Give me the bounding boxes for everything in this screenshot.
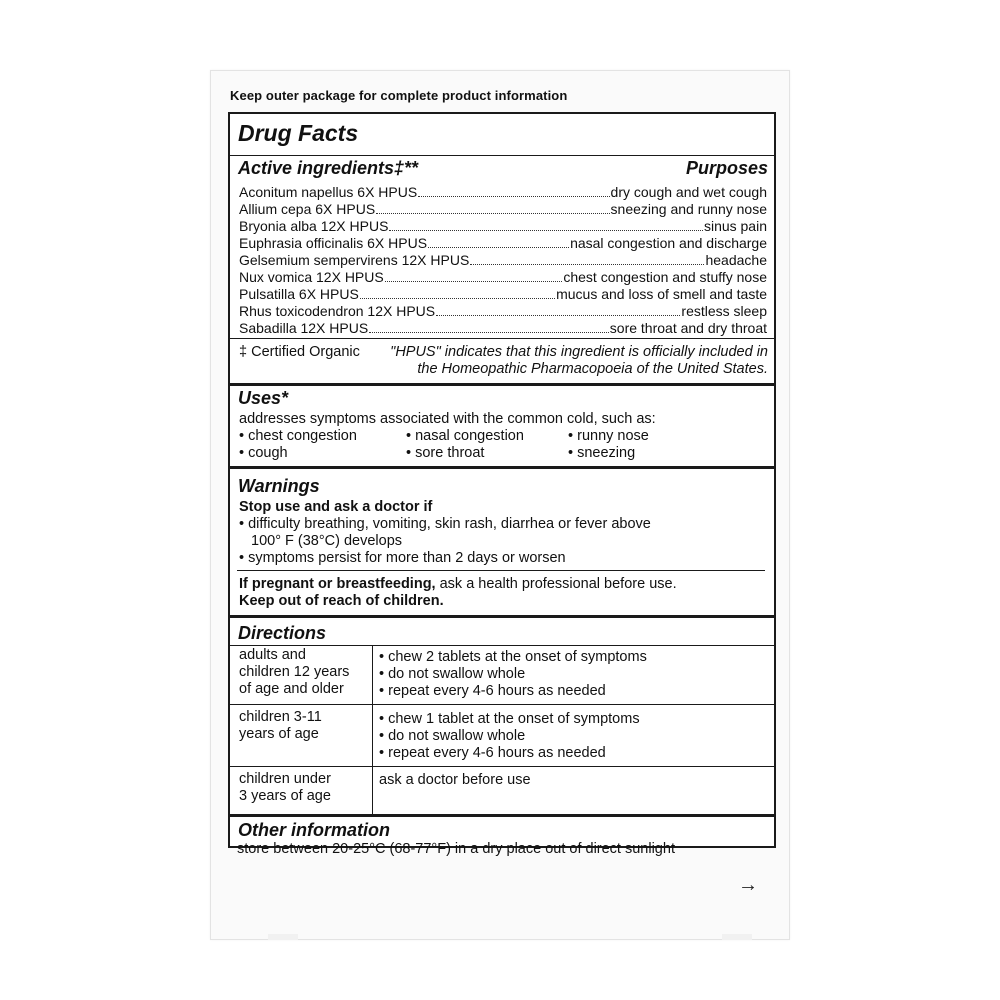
directions-what: • do not swallow whole: [379, 728, 525, 744]
drug-facts-title: Drug Facts: [238, 120, 359, 146]
section-divider: [230, 383, 774, 386]
pregnancy-warning-text: ask a health professional before use.: [435, 576, 677, 592]
ingredient-name: Nux vomica 12X HPUS: [239, 269, 384, 285]
warning-item: • difficulty breathing, vomiting, skin rash, diarrhea or fever above: [239, 516, 651, 532]
active-ingredients-heading: Active ingredients‡**: [238, 158, 419, 178]
pregnancy-warning-bold: If pregnant or breastfeeding,: [239, 576, 436, 592]
ingredient-name: Pulsatilla 6X HPUS: [239, 286, 359, 302]
ingredient-row: [239, 303, 767, 320]
warnings-heading: Warnings: [238, 476, 320, 496]
leader-dots: [418, 196, 609, 197]
directions-what: • repeat every 4-6 hours as needed: [379, 683, 606, 699]
ingredient-name: Rhus toxicodendron 12X HPUS: [239, 303, 436, 319]
directions-column-divider: [372, 645, 373, 814]
directions-what: ask a doctor before use: [379, 772, 531, 788]
ingredient-row: [239, 201, 767, 218]
divider: [230, 766, 774, 767]
pregnancy-warning: [239, 576, 677, 592]
drug-facts-panel: [228, 112, 776, 848]
ingredient-purpose: headache: [705, 252, 767, 268]
uses-intro: addresses symptoms associated with the common cold, such as:: [239, 411, 656, 427]
directions-what: • chew 2 tablets at the onset of symptoms: [379, 649, 647, 665]
leader-dots: [376, 213, 609, 214]
other-info-text: store between 20-25°C (68-77°F) in a dry place out of direct sunlight: [237, 841, 675, 857]
ingredient-purpose: sneezing and runny nose: [610, 201, 767, 217]
use-item: • sore throat: [406, 445, 484, 461]
ingredient-purpose: dry cough and wet cough: [610, 184, 767, 200]
section-divider: [230, 814, 774, 817]
leader-dots: [389, 230, 703, 231]
section-divider: [230, 615, 774, 618]
use-item: • sneezing: [568, 445, 635, 461]
leader-dots: [428, 247, 569, 248]
ingredient-purpose: mucus and loss of smell and taste: [556, 286, 767, 302]
leader-dots: [360, 298, 555, 299]
use-item: • chest congestion: [239, 428, 357, 444]
ingredient-name: Aconitum napellus 6X HPUS: [239, 184, 418, 200]
arrow-right-icon: →: [738, 874, 758, 896]
directions-what: • repeat every 4-6 hours as needed: [379, 745, 606, 761]
directions-who: children 3-11: [239, 709, 322, 725]
uses-heading: Uses*: [238, 388, 289, 408]
divider: [230, 155, 774, 156]
ingredient-row: [239, 320, 767, 337]
warning-item-continued: 100° F (38°C) develops: [251, 533, 403, 549]
ingredient-purpose: sinus pain: [703, 218, 767, 234]
purposes-heading: Purposes: [685, 158, 768, 178]
ingredient-name: Bryonia alba 12X HPUS: [239, 218, 389, 234]
ingredient-purpose: sore throat and dry throat: [609, 320, 767, 336]
divider: [230, 704, 774, 705]
directions-who: 3 years of age: [239, 788, 331, 804]
hpus-note-line1: "HPUS" indicates that this ingredient is officially included in: [390, 344, 768, 360]
use-item: • cough: [239, 445, 288, 461]
leader-dots: [385, 281, 563, 282]
ingredient-purpose: restless sleep: [681, 303, 767, 319]
ingredient-row: [239, 218, 767, 235]
directions-what: • do not swallow whole: [379, 666, 525, 682]
directions-heading: Directions: [238, 623, 327, 643]
section-divider: [230, 466, 774, 469]
keep-out-warning: Keep out of reach of children.: [239, 593, 444, 609]
directions-who: adults and: [239, 647, 306, 663]
header-note: Keep outer package for complete product information: [230, 88, 568, 103]
use-item: • nasal congestion: [406, 428, 524, 444]
leader-dots: [470, 264, 704, 265]
ingredient-purpose: chest congestion and stuffy nose: [563, 269, 767, 285]
divider: [230, 338, 774, 339]
directions-who: of age and older: [239, 681, 344, 697]
stop-use-heading: Stop use and ask a doctor if: [239, 499, 433, 515]
directions-who: children 12 years: [239, 664, 350, 680]
ingredient-name: Sabadilla 12X HPUS: [239, 320, 369, 336]
ingredient-row: [239, 269, 767, 286]
directions-what: • chew 1 tablet at the onset of symptoms: [379, 711, 640, 727]
ingredient-row: [239, 235, 767, 252]
hpus-note-line2: the Homeopathic Pharmacopoeia of the United States.: [417, 361, 768, 377]
directions-who: children under: [239, 771, 331, 787]
divider: [230, 645, 774, 646]
use-item: • runny nose: [568, 428, 649, 444]
leader-dots: [369, 332, 609, 333]
ingredient-row: [239, 286, 767, 303]
ingredient-row: [239, 184, 767, 201]
ingredient-name: Allium cepa 6X HPUS: [239, 201, 376, 217]
package-flap-right: [722, 934, 752, 940]
ingredient-row: [239, 252, 767, 269]
directions-who: years of age: [239, 726, 319, 742]
package-flap-left: [268, 934, 298, 940]
warning-item: • symptoms persist for more than 2 days or worsen: [239, 550, 566, 566]
leader-dots: [436, 315, 680, 316]
certified-organic-note: ‡ Certified Organic: [239, 344, 360, 360]
divider: [237, 570, 765, 571]
other-info-heading: Other information: [238, 820, 390, 840]
ingredient-name: Euphrasia officinalis 6X HPUS: [239, 235, 428, 251]
ingredient-name: Gelsemium sempervirens 12X HPUS: [239, 252, 470, 268]
ingredient-purpose: nasal congestion and discharge: [570, 235, 767, 251]
